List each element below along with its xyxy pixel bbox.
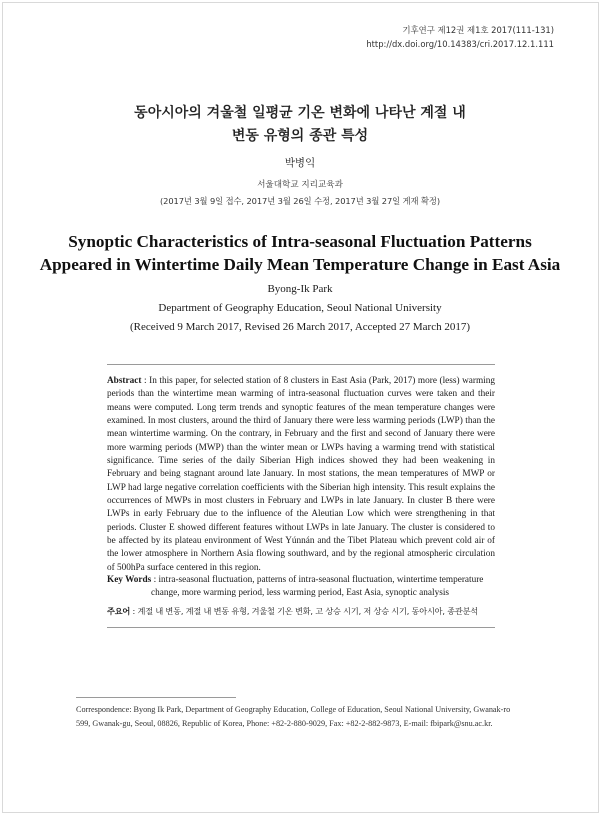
doi-link[interactable]: http://dx.doi.org/10.14383/cri.2017.12.1.111 (366, 39, 554, 49)
correspondence (76, 703, 526, 730)
korean-title-line-2: 변동 유형의 종관 특성 (231, 128, 369, 144)
key-words-label: Key Words (107, 575, 152, 585)
korean-keywords-label: 주요어 (107, 606, 131, 616)
key-words-line-1: : intra-seasonal fluctuation, patterns of intra-seasonal fluctuation, wintertime temperature (151, 575, 484, 585)
key-words-line-2: change, more warming period, less warming period, East Asia, synoptic analysis (151, 588, 449, 599)
english-dates: (Received 9 March 2017, Revised 26 March 2017, Accepted 27 March 2017) (130, 321, 470, 333)
journal-citation: 기후연구 제12권 제1호 2017(111-131) (402, 25, 554, 35)
abstract (107, 375, 495, 575)
korean-affiliation: 서울대학교 지리교육과 (257, 180, 343, 190)
korean-author: 박병익 (284, 157, 316, 169)
abstract-bottom-rule (107, 627, 495, 628)
footnote-rule (76, 697, 236, 698)
abstract-top-rule (107, 364, 495, 365)
english-author: Byong-Ik Park (267, 283, 333, 295)
abstract-label: Abstract (107, 376, 142, 386)
korean-keywords-text: : 계절 내 변동, 계절 내 변동 유형, 겨울철 기온 변화, 고 상승 시기, 저 상승 시기, 동아시아, 종관분석 (130, 606, 479, 616)
korean-keywords (107, 606, 507, 617)
correspondence-line-2: 599, Gwanak-gu, Seoul, 08826, Republic of Korea, Phone: +82-2-880-9029, Fax: +82-2-882-9873, E-mail: fbipark@snu.ac.kr. (76, 718, 493, 728)
english-affiliation: Department of Geography Education, Seoul National University (158, 302, 442, 314)
english-title-line-1: Synoptic Characteristics of Intra-seasonal Fluctuation Patterns (68, 232, 532, 251)
korean-title-line-1: 동아시아의 겨울철 일평균 기온 변화에 나타난 계절 내 (134, 105, 466, 121)
correspondence-line-1: Correspondence: Byong Ik Park, Department of Geography Education, College of Education, Seoul National University, Gwanak-ro (76, 705, 511, 714)
korean-dates: (2017년 3월 9일 접수, 2017년 3월 26일 수정, 2017년 3월 27일 게재 확정) (160, 196, 440, 206)
abstract-text: : In this paper, for selected station of 8 clusters in East Asia (Park, 2017) more (less) warming periods than the wintertime mean warming of intra-seasonal fluctuation curves were taken and their means were computed. Long term trends and synoptic features of the mean temperature changes were examined. In most clusters, around the third of January there were less warming periods (LWP) than the mean wintertime warming. On the contrary, in February and the first and second of January there were more warming periods (MWP) than the winter mean or LWPs having a warming trend with statistical significance. Time series of the daily Siberian High indices showed they had been weakening in February and being stagnant around late January. In most stations, the mean temperatures of MWP or LWP had large negative correlation coefficients with the Siberian high intensity. This result explains the occurrences of MWPs in most clusters in February and LWPs in late January. In cluster B there were LWPs in early February due to the influence of the Aleutian Low which were strengthening in that periods. Cluster E showed different features without LWPs in late January. The cluster is considered to be affected by its plateau environment of West Yúnnán and the Tibet Plateau which prevent cold air of the lower atmosphere in Northern Asia flowing southward, and by the regional atmospheric circulation of 500hPa surface centered in this region. (107, 376, 495, 573)
english-title-line-2: Appeared in Wintertime Daily Mean Temperature Change in East Asia (39, 255, 561, 274)
key-words (107, 574, 495, 601)
